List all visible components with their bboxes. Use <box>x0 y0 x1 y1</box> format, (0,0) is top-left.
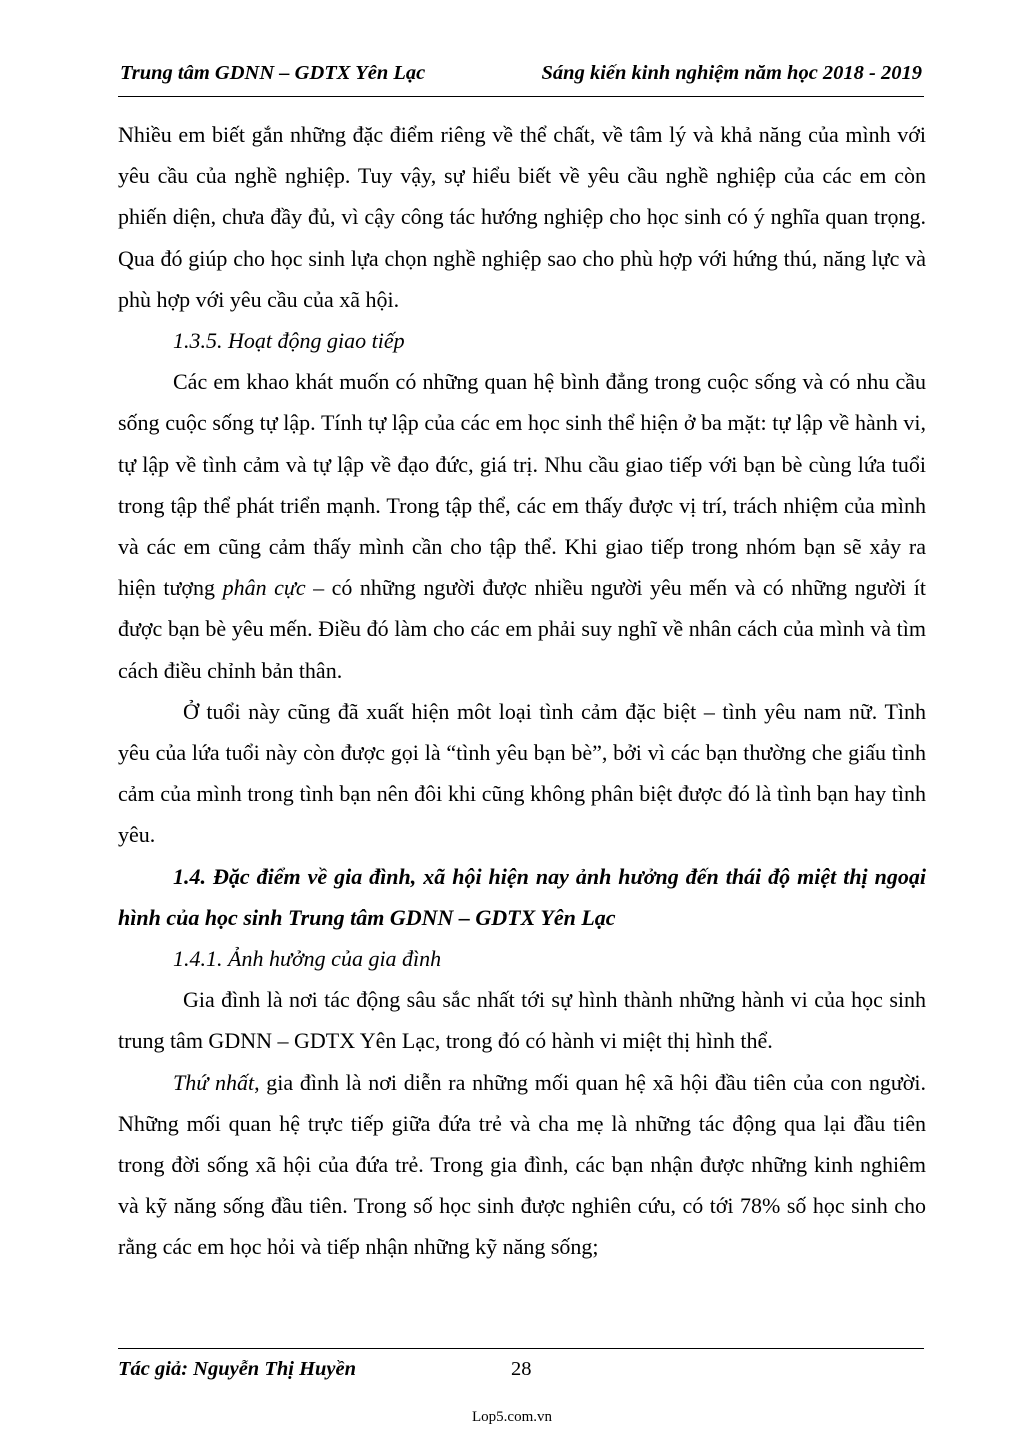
section-heading-1-4-1: 1.4.1. Ảnh hưởng của gia đình <box>173 946 442 972</box>
paragraph-communication-part1: Các em khao khát muốn có những quan hệ bình đẳng trong cuộc sống và có nhu cầu sống cuộc sống tự lập. Tính tự lập của các em học sinh thể hiện ở ba mặt: tự lập về hành vi, tự lập về tình cảm và tự lập về đạo đức, giá trị. Nhu cầu giao tiếp với bạn bè cùng lứa tuổi trong tập thể phát triển mạnh. Trong tập thể, các em thấy được vị trí, trách nhiệm của mình và các em cũng cảm thấy mình cần cho tập thể. Khi giao tiếp trong nhóm bạn sẽ xảy ra hiện tượng <box>118 369 926 601</box>
footer-author: Tác giả: Nguyễn Thị Huyền <box>118 1358 357 1380</box>
header-organization: Trung tâm GDNN – GDTX Yên Lạc <box>120 62 426 84</box>
paragraph-communication <box>118 361 926 691</box>
header-document-title: Sáng kiến kinh nghiệm năm học 2018 - 2019 <box>541 62 922 84</box>
document-body <box>118 114 926 1268</box>
page-number: 28 <box>511 1358 532 1380</box>
paragraph-family-influence: Gia đình là nơi tác động sâu sắc nhất tới sự hình thành những hành vi của học sinh trung tâm GDNN – GDTX Yên Lạc, trong đó có hành vi miệt thị hình thể. <box>118 987 926 1054</box>
paragraph-first-point <box>118 1062 926 1268</box>
paragraph-communication-part2: – có những người được nhiều người yêu mến và có những người ít được bạn bè yêu mến. Điều đó làm cho các em phải suy nghĩ về nhân cách của mình và tìm cách điều chỉnh bản thân. <box>118 575 927 683</box>
section-heading-1-4: 1.4. Đặc điểm về gia đình, xã hội hiện nay ảnh hưởng đến thái độ miệt thị ngoại hình của học sinh Trung tâm GDNN – GDTX Yên Lạc <box>118 863 926 930</box>
section-heading-1-3-5: 1.3.5. Hoạt động giao tiếp <box>173 328 405 354</box>
header-divider <box>118 96 924 97</box>
term-polarization: phân cực <box>222 575 306 601</box>
first-point-text: , gia đình là nơi diễn ra những mối quan hệ xã hội đầu tiên của con người. Những mối quan hệ trực tiếp giữa đứa trẻ và cha mẹ là những tác động qua lại đầu tiên trong đời sống xã hội của đứa trẻ. Trong gia đình, các bạn nhận được những kinh nghiêm và kỹ năng sống đầu tiên. Trong số học sinh được nghiên cứu, có tới 78% số học sinh cho rằng các em học hỏi và tiếp nhận những kỹ năng sống; <box>118 1069 926 1260</box>
footer-website: Lop5.com.vn <box>472 1409 552 1425</box>
paragraph-career-awareness: Nhiều em biết gắn những đặc điểm riêng về thể chất, về tâm lý và khả năng của mình với yêu cầu của nghề nghiệp. Tuy vậy, sự hiểu biết về yêu cầu nghề nghiệp của các em còn phiến diện, chưa đầy đủ, vì cậy công tác hướng nghiệp cho học sinh có ý nghĩa quan trọng. Qua đó giúp cho học sinh lựa chọn nghề nghiệp sao cho phù hợp với hứng thú, năng lực và phù hợp với yêu cầu của xã hội. <box>118 122 926 312</box>
footer-divider <box>118 1348 924 1349</box>
first-point-label: Thứ nhất <box>173 1069 255 1095</box>
page-header <box>118 62 924 94</box>
paragraph-romance: Ở tuổi này cũng đã xuất hiện môt loại tình cảm đặc biệt – tình yêu nam nữ. Tình yêu của lứa tuổi này còn được gọi là “tình yêu bạn bè”, bởi vì các bạn thường che giấu tình cảm của mình trong tình bạn nên đôi khi cũng không phân biệt được đó là tình bạn hay tình yêu. <box>118 698 926 848</box>
